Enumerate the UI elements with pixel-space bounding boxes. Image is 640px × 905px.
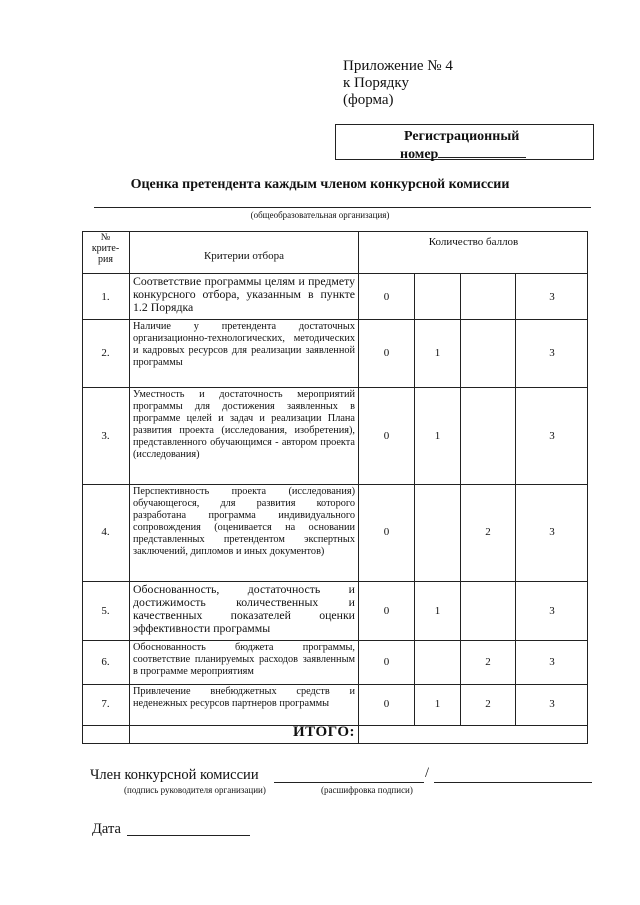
score-2[interactable]: 2 bbox=[485, 656, 491, 668]
signature-separator: / bbox=[425, 765, 430, 781]
row-number: 4. bbox=[101, 526, 110, 538]
table-rule bbox=[82, 387, 588, 388]
row-number: 7. bbox=[101, 698, 110, 710]
score-3[interactable]: 3 bbox=[549, 347, 555, 359]
header-criteria: Критерии отбора bbox=[203, 250, 285, 262]
score-1[interactable]: 1 bbox=[434, 605, 441, 617]
organization-field-line[interactable] bbox=[94, 207, 591, 208]
criterion-text: Соответствие программы целям и предмету конкурсного отбора, указанным в пункте 1.2 Порядка bbox=[133, 274, 355, 314]
signature-field[interactable] bbox=[274, 782, 424, 783]
date-label: Дата bbox=[92, 821, 121, 837]
total-label: ИТОГО: bbox=[293, 724, 355, 740]
registration-number-field[interactable] bbox=[438, 145, 526, 158]
score-3[interactable]: 3 bbox=[549, 526, 555, 538]
table-border-bottom bbox=[82, 743, 588, 744]
page-title: Оценка претендента каждым членом конкурсной комиссии bbox=[130, 177, 510, 192]
criterion-text: Уместность и достаточность мероприятий программы для достижения заявленных в программе целей и задач и реализации Плана развития проекта (исследования, изобретения), представленного обучающимся - автором проекта (исследования) bbox=[133, 389, 355, 460]
score-1[interactable]: 1 bbox=[434, 347, 441, 359]
header-criterion-number bbox=[82, 232, 129, 265]
criterion-text: Обоснованность, достаточность и достижимость количественных и качественных показателей оценки эффективности программы bbox=[133, 582, 355, 635]
score-0[interactable]: 0 bbox=[383, 347, 390, 359]
table-rule bbox=[82, 640, 588, 641]
score-1[interactable]: 1 bbox=[434, 698, 441, 710]
date-field[interactable] bbox=[127, 835, 250, 836]
signature-decode-field[interactable] bbox=[434, 782, 592, 783]
appendix-line-3: (форма) bbox=[343, 92, 394, 108]
header-num-line: рия bbox=[98, 254, 113, 265]
registration-label: Регистрационный bbox=[404, 129, 520, 144]
score-0[interactable]: 0 bbox=[383, 291, 390, 303]
score-0[interactable]: 0 bbox=[383, 526, 390, 538]
score-3[interactable]: 3 bbox=[549, 656, 555, 668]
score-0[interactable]: 0 bbox=[383, 656, 390, 668]
criterion-text: Перспективность проекта (исследования) обучающегося, для развития которого разработана программа индивидуального сопровождения (оценивается на основании представленных претендентом экспертных заключений, дипломов и иных документов) bbox=[133, 486, 355, 557]
score-3[interactable]: 3 bbox=[549, 291, 555, 303]
signature-caption: (подпись руководителя организации) bbox=[124, 785, 266, 795]
registration-number-label: номер bbox=[400, 147, 439, 162]
commission-member-label: Член конкурсной комиссии bbox=[90, 767, 259, 783]
row-number: 1. bbox=[101, 291, 110, 303]
row-number: 2. bbox=[101, 347, 110, 359]
criterion-text: Наличие у претендента достаточных организационно-технологических, методических и кадровых ресурсов для реализации заявленной программы bbox=[133, 321, 355, 368]
table-col-rule bbox=[414, 273, 415, 725]
score-0[interactable]: 0 bbox=[383, 605, 390, 617]
header-score: Количество баллов bbox=[428, 236, 519, 248]
header-num-line: № bbox=[100, 232, 111, 243]
appendix-line-2: к Порядку bbox=[343, 75, 409, 91]
criterion-text: Привлечение внебюджетных средств и неденежных ресурсов партнеров программы bbox=[133, 686, 355, 709]
row-number: 5. bbox=[101, 605, 110, 617]
signature-decode-caption: (расшифровка подписи) bbox=[321, 785, 413, 795]
table-col-rule bbox=[129, 231, 130, 743]
score-0[interactable]: 0 bbox=[383, 430, 390, 442]
appendix-header bbox=[343, 58, 453, 109]
organization-caption: (общеобразовательная организация) bbox=[250, 210, 390, 220]
registration-box bbox=[335, 124, 594, 160]
table-rule bbox=[82, 484, 588, 485]
appendix-line-1: Приложение № 4 bbox=[343, 58, 453, 74]
score-0[interactable]: 0 bbox=[383, 698, 390, 710]
criterion-text: Обоснованность бюджета программы, соответствие планируемых расходов заявленным в программе мероприятиям bbox=[133, 642, 355, 677]
row-number: 6. bbox=[101, 656, 110, 668]
row-number: 3. bbox=[101, 430, 110, 442]
evaluation-table bbox=[82, 231, 588, 744]
score-3[interactable]: 3 bbox=[549, 430, 555, 442]
score-3[interactable]: 3 bbox=[549, 605, 555, 617]
score-3[interactable]: 3 bbox=[549, 698, 555, 710]
score-1[interactable]: 1 bbox=[434, 430, 441, 442]
score-2[interactable]: 2 bbox=[485, 698, 491, 710]
header-num-line: крите- bbox=[91, 243, 120, 254]
score-2[interactable]: 2 bbox=[485, 526, 491, 538]
table-rule bbox=[82, 319, 588, 320]
registration-number-row bbox=[400, 145, 526, 163]
table-border-top bbox=[82, 231, 588, 232]
table-rule bbox=[82, 684, 588, 685]
